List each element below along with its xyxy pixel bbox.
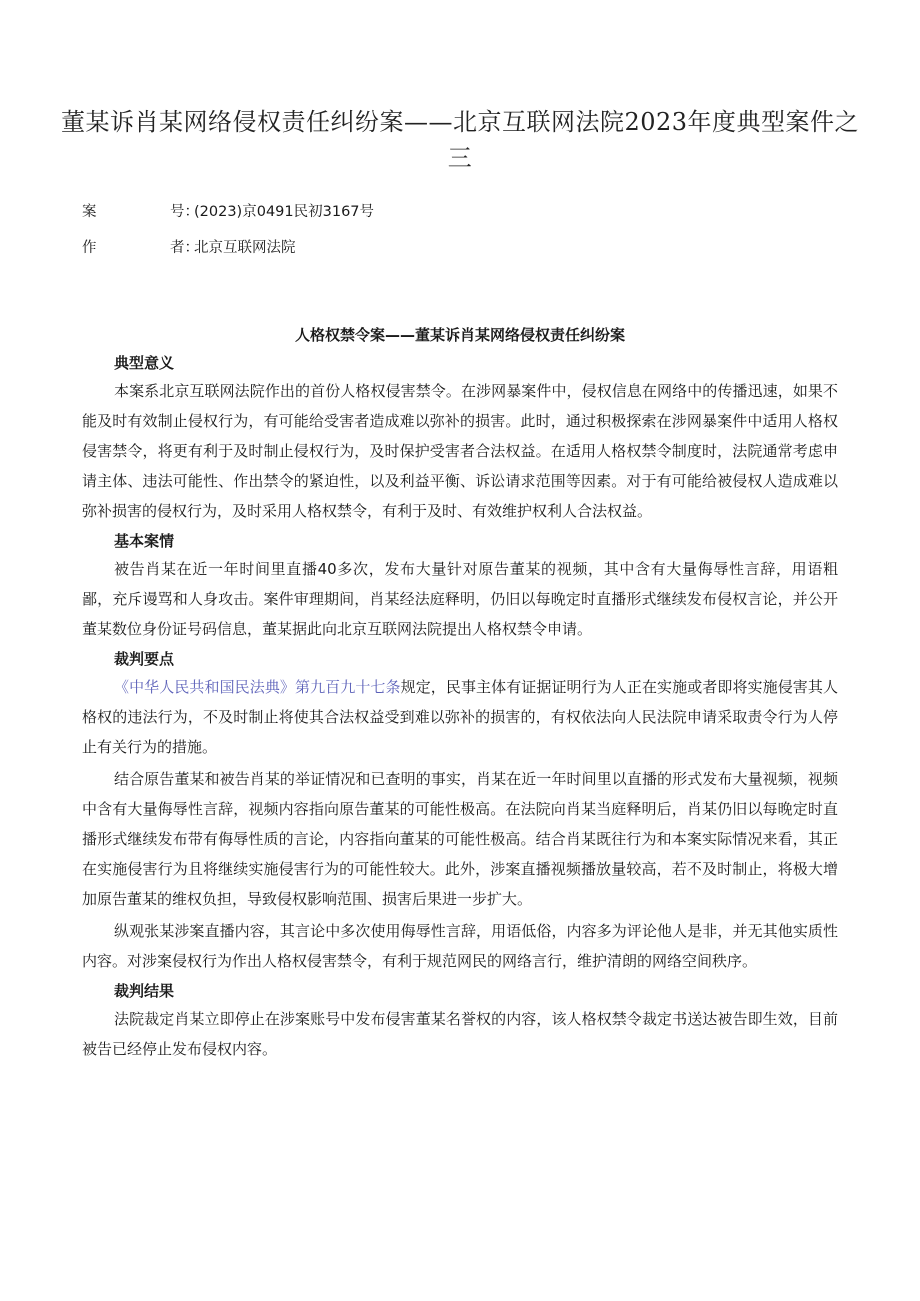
author-value: 北京互联网法院	[194, 240, 296, 256]
paragraph-facts: 被告肖某在近一年时间里直播40多次，发布大量针对原告董某的视频，其中含有大量侮辱性言辞，用语粗鄙，充斥谩骂和人身攻击。案件审理期间，肖某经法庭释明，仍旧以每晚定时直播形式继续发布侵权言论，并公开董某数位身份证号码信息，董某据此向北京互联网法院提出人格权禁令申请。	[82, 560, 838, 638]
civil-code-link[interactable]: 《中华人民共和国民法典》第九百九十七条	[114, 678, 401, 696]
section-title: 人格权禁令案——董某诉肖某网络侵权责任纠纷案	[294, 326, 625, 344]
case-number-value: (2023)京0491民初3167号	[194, 204, 375, 220]
paragraph-reasoning-3: 纵观张某涉案直播内容，其言论中多次使用侮辱性言辞，用语低俗，内容多为评论他人是非，并无其他实质性内容。对涉案侵权行为作出人格权侵害禁令，有利于规范网民的网络言行，维护清朗的网络空间秩序。	[82, 922, 838, 970]
paragraph-reasoning-2: 结合原告董某和被告肖某的举证情况和已查明的事实，肖某在近一年时间里以直播的形式发布大量视频，视频中含有大量侮辱性言辞，视频内容指向原告董某的可能性极高。在法院向肖某当庭释明后，肖某仍旧以每晚定时直播形式继续发布带有侮辱性质的言论，内容指向董某的可能性极高。结合肖某既往行为和本案实际情况来看，其正在实施侵害行为且将继续实施侵害行为的可能性较大。此外，涉案直播视频播放量较高，若不及时制止，将极大增加原告董某的维权负担，导致侵权影响范围、损害后果进一步扩大。	[82, 770, 838, 908]
paragraph-reasoning-1-text: 规定，民事主体有证据证明行为人正在实施或者即将实施侵害其人格权的违法行为，不及时制止将使其合法权益受到难以弥补的损害的，有权依法向人民法院申请采取责令行为人停止有关行为的措施。	[82, 678, 838, 756]
heading-significance: 典型意义	[114, 354, 175, 372]
heading-reasoning: 裁判要点	[114, 650, 175, 668]
paragraph-significance: 本案系北京互联网法院作出的首份人格权侵害禁令。在涉网暴案件中，侵权信息在网络中的传播迅速，如果不能及时有效制止侵权行为，有可能给受害者造成难以弥补的损害。此时，通过积极探索在涉网暴案件中适用人格权侵害禁令，将更有利于及时制止侵权行为，及时保护受害者合法权益。在适用人格权禁令制度时，法院通常考虑申请主体、违法可能性、作出禁令的紧迫性，以及利益平衡、诉讼请求范围等因素。对于有可能给被侵权人造成难以弥补损害的侵权行为，及时采用人格权禁令，有利于及时、有效维护权利人合法权益。	[82, 382, 838, 520]
paragraph-reasoning-1	[82, 672, 838, 762]
heading-facts: 基本案情	[114, 532, 175, 550]
document-title: 董某诉肖某网络侵权责任纠纷案——北京互联网法院2023年度典型案件之三	[60, 108, 860, 172]
paragraph-result: 法院裁定肖某立即停止在涉案账号中发布侵害董某名誉权的内容，该人格权禁令裁定书送达被告即生效，目前被告已经停止发布侵权内容。	[82, 1010, 838, 1058]
heading-result: 裁判结果	[114, 982, 175, 1000]
document-page: 董某诉肖某网络侵权责任纠纷案——北京互联网法院2023年度典型案件之三 案 号： (2023)京0491民初3167号 作 者： 北京互联网法院 人格权禁令案——董某诉肖某网络侵权责任纠纷案 典型意义 本案系北京互联网法院作出的首份人格权侵害禁令。在涉网暴案件中，侵权信息在网络中的传播迅速，如果不能及时有效制止侵权行为，有可能给受害者造成难以弥补的损害。此时，通过积极探索在涉网暴案件中适用人格权侵害禁令，将更有利于及时制止侵权行为，及时保护受害者合法权益。在适用人格权禁令制度时，法院通常考虑申请主体、违法可能性、作出禁令的紧迫性，以及利益平衡、诉讼请求范围等因素。对于有可能给被侵权人造成难以弥补损害的侵权行为，及时采用人格权禁令，有利于及时、有效维护权利人合法权益。 基本案情 被告肖某在近一年时间里直播40多次，发布大量针对原告董某的视频，其中含有大量侮辱性言辞，用语粗鄙，充斥谩骂和人身攻击。案件审理期间，肖某经法庭释明，仍旧以每晚定时直播形式继续发布侵权言论，并公开董某数位身份证号码信息，董某据此向北京互联网法院提出人格权禁令申请。 裁判要点 《中华人民共和国民法典》第九百九十七条规定，民事主体有证据证明行为人正在实施或者即将实施侵害其人格权的违法行为，不及时制止将使其合法权益受到难以弥补的损害的，有权依法向人民法院申请采取责令行为人停止有关行为的措施。 结合原告董某和被告肖某的举证情况和已查明的事实，肖某在近一年时间里以直播的形式发布大量视频，视频中含有大量侮辱性言辞，视频内容指向原告董某的可能性极高。在法院向肖某当庭释明后，肖某仍旧以每晚定时直播形式继续发布带有侮辱性质的言论，内容指向董某的可能性极高。结合肖某既往行为和本案实际情况来看，其正在实施侵害行为且将继续实施侵害行为的可能性较大。此外，涉案直播视频播放量较高，若不及时制止，将极大增加原告董某的维权负担，导致侵权影响范围、损害后果进一步扩大。 纵观张某涉案直播内容，其言论中多次使用侮辱性言辞，用语低俗，内容多为评论他人是非，并无其他实质性内容。对涉案侵权行为作出人格权侵害禁令，有利于规范网民的网络言行，维护清朗的网络空间秩序。 裁判结果 法院裁定肖某立即停止在涉案账号中发布侵害董某名誉权的内容，该人格权禁令裁定书送达被告即生效，目前被告已经停止发布侵权内容。	[0, 0, 920, 1301]
article-body	[82, 350, 838, 1066]
